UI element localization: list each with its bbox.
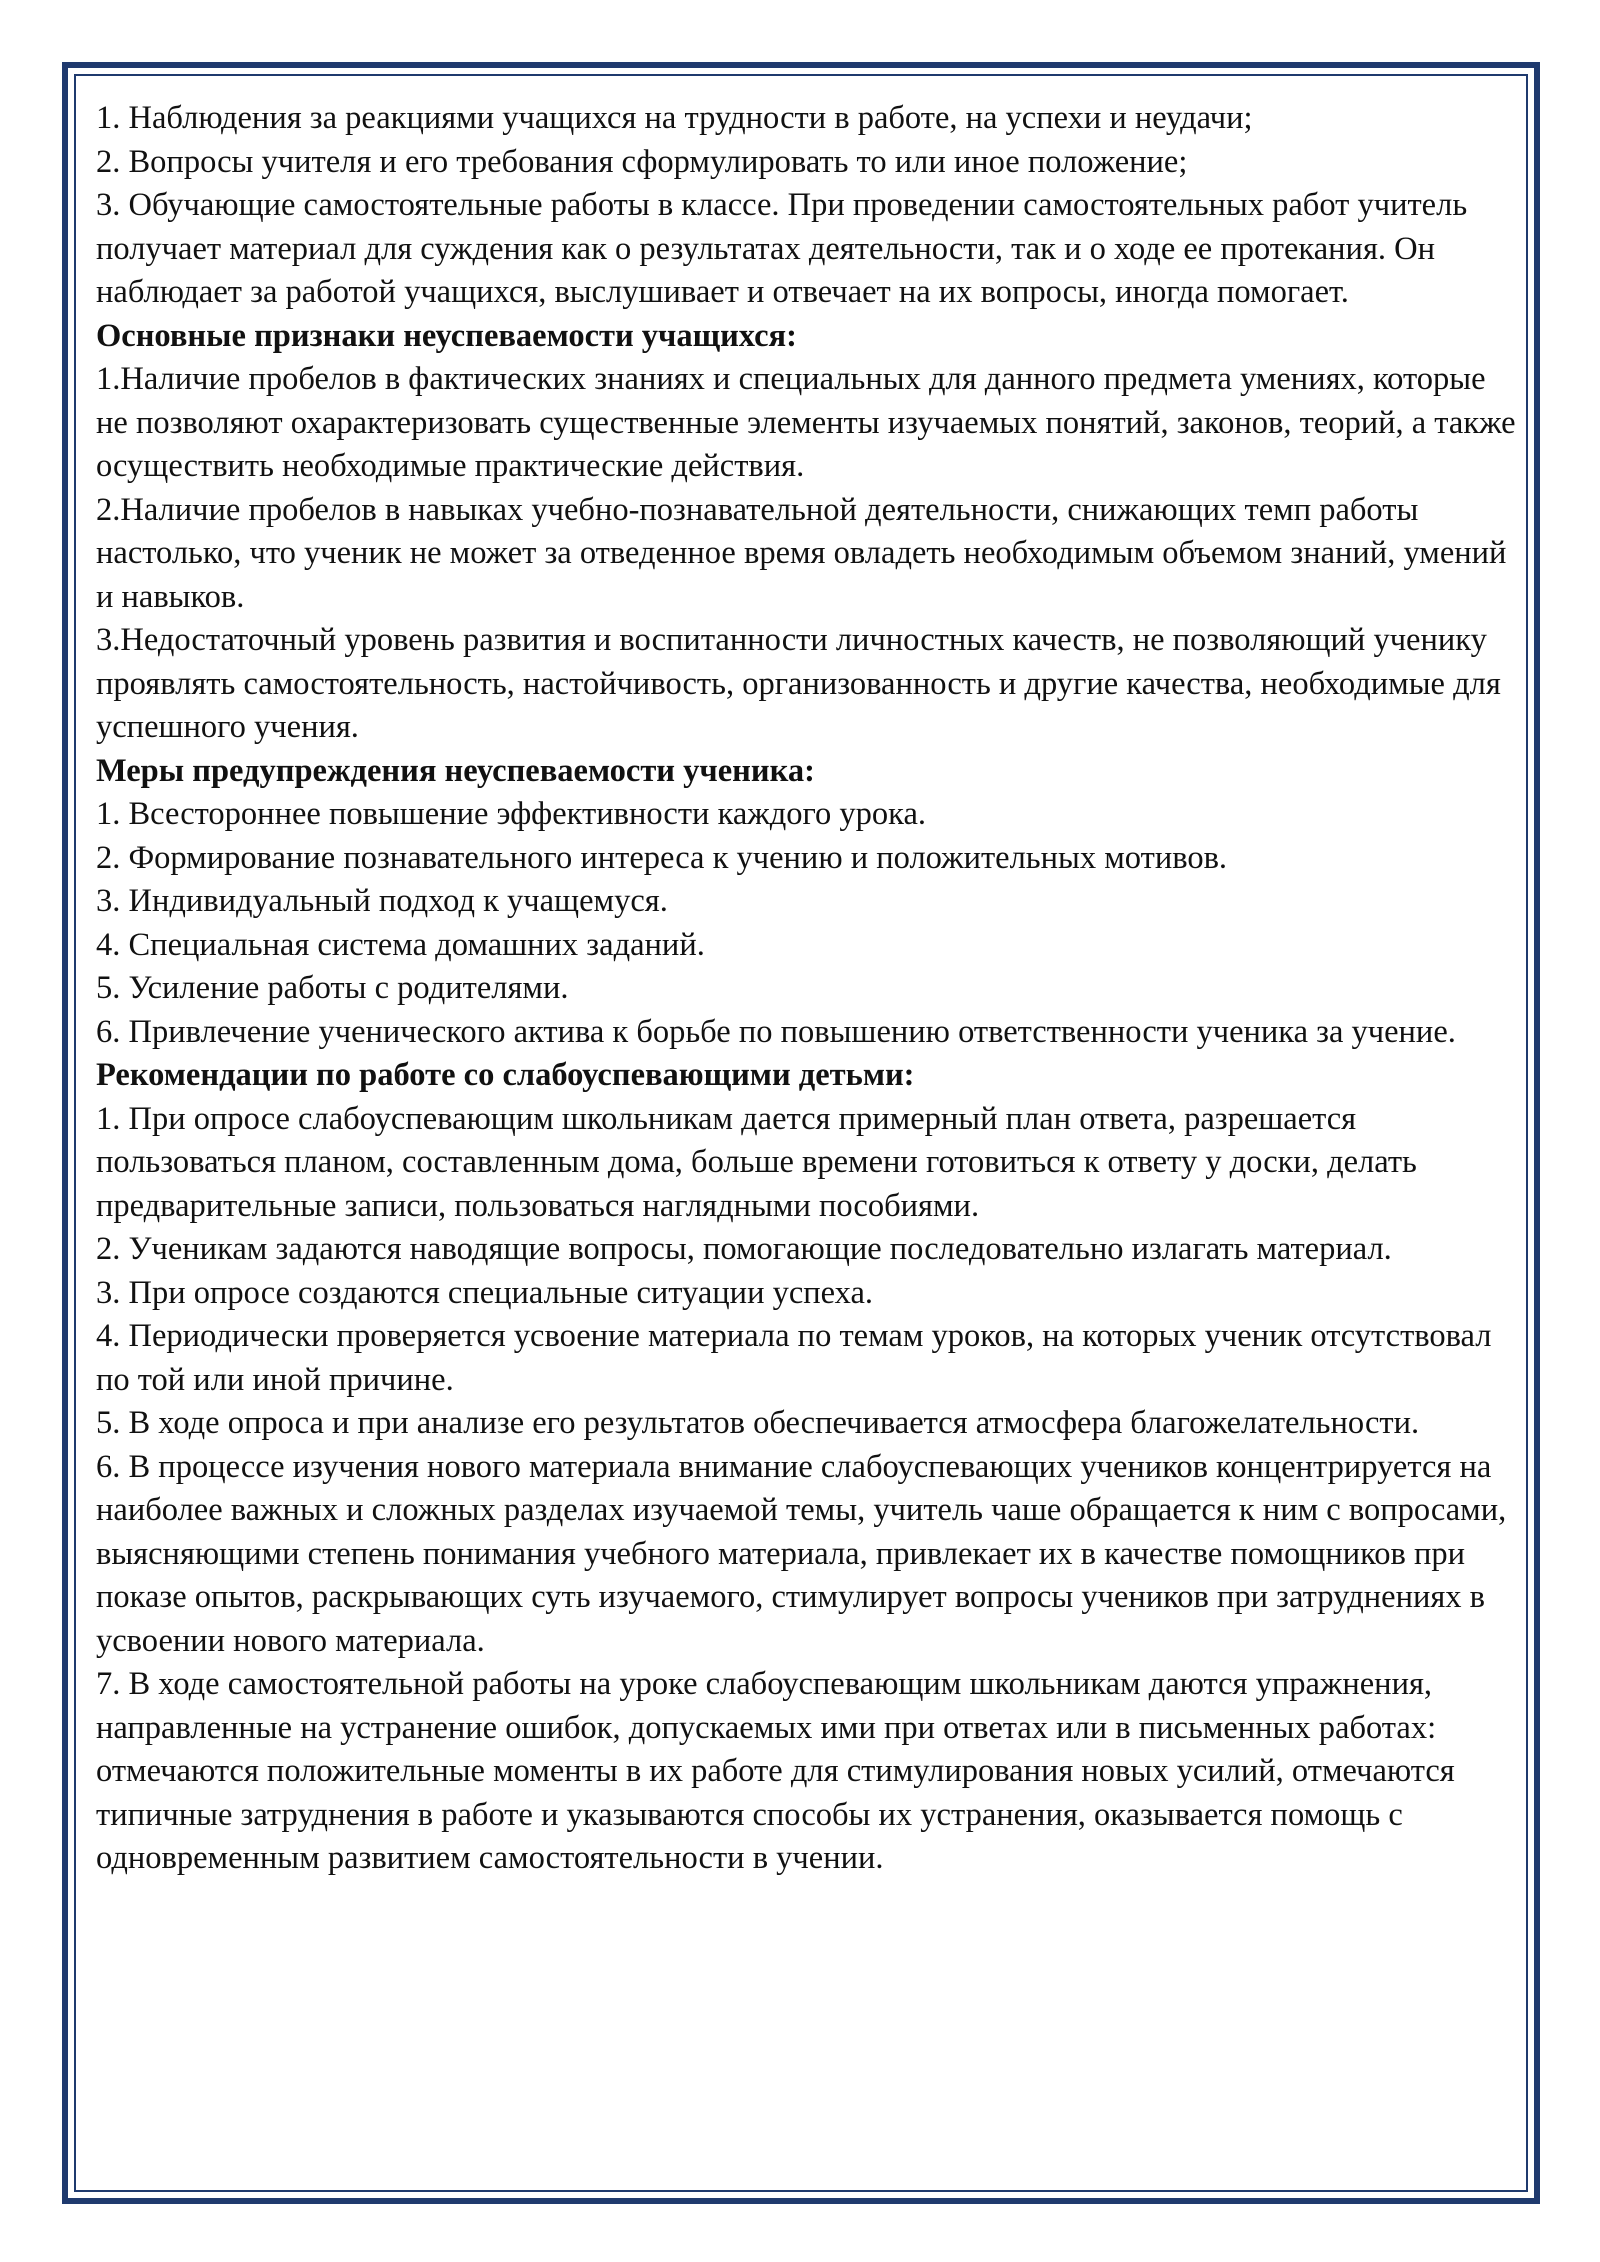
paragraph-sign-personal-qualities: 3.Недостаточный уровень развития и воспитанности личностных качеств, не позволяющий ученику проявлять самостоятельность, настойчивость, организованность и другие качества, необходимые для успешного учения. [96, 622, 1501, 745]
paragraph-measure-interest: 2. Формирование познавательного интереса к учению и положительных мотивов. [96, 839, 1228, 876]
paragraph-measure-lesson-efficiency: 1. Всестороннее повышение эффективности каждого урока. [96, 796, 927, 832]
paragraph-recommendation-goodwill: 5. В ходе опроса и при анализе его результатов обеспечивается атмосфера благожелательности. [96, 1405, 1420, 1441]
heading-prevention-measures: Меры предупреждения неуспеваемости ученика: [96, 752, 815, 789]
heading-recommendations: Рекомендации по работе со слабоуспевающими детьми: [96, 1057, 915, 1093]
paragraph-sign-skill-gaps: 2.Наличие пробелов в навыках учебно-познавательной деятельности, снижающих темп работы настолько, что ученик не может за отведенное время овладеть необходимым объемом знаний, умений и навыков. [96, 491, 1507, 615]
document-body [96, 97, 1516, 1881]
paragraph-recommendation-success-situations: 3. При опросе создаются специальные ситуации успеха. [96, 1274, 874, 1311]
paragraph-recommendation-leading-questions: 2. Ученикам задаются наводящие вопросы, помогающие последовательно излагать материал. [96, 1231, 1392, 1267]
heading-signs-of-underachievement: Основные признаки неуспеваемости учащихся: [96, 317, 797, 354]
paragraph-sign-knowledge-gaps: 1.Наличие пробелов в фактических знаниях и специальных для данного предмета умениях, которые не позволяют охарактеризовать существенные элементы изучаемых понятий, законов, теорий, а также осуществить необходимые практические действия. [96, 361, 1516, 484]
paragraph-measure-individual-approach: 3. Индивидуальный подход к учащемуся. [96, 883, 668, 919]
paragraph-measure-parents: 5. Усиление работы с родителями. [96, 970, 569, 1006]
paragraph-measure-student-activists: 6. Привлечение ученического актива к борьбе по повышению ответственности ученика за учение. [96, 1013, 1456, 1050]
paragraph-recommendation-independent-work: 7. В ходе самостоятельной работы на уроке слабоуспевающим школьникам даются упражнения, направленные на устранение ошибок, допускаемых ими при ответах или в письменных работах: отмечаются положительные моменты в их работе для стимулирования новых усилий, отмечаются типичные затруднения в работе и указываются способы их устранения, оказывается помощь с одновременным развитием самостоятельности в учении. [96, 1666, 1455, 1876]
paragraph-measure-homework: 4. Специальная система домашних заданий. [96, 926, 705, 963]
paragraph-recommendation-new-material: 6. В процессе изучения нового материала внимание слабоуспевающих учеников концентрируется на наиболее важных и сложных разделах изучаемой темы, учитель чаше обращается к ним с вопросами, выясняющими степень понимания учебного материала, привлекает их в качестве помощников при показе опытов, раскрывающих суть изучаемого, стимулирует вопросы учеников при затруднениях в усвоении нового материала. [96, 1448, 1507, 1659]
paragraph-independent-work: 3. Обучающие самостоятельные работы в классе. При проведении самостоятельных работ учитель получает материал для суждения как о результатах деятельности, так и о ходе ее протекания. Он наблюдает за работой учащихся, выслушивает и отвечает на их вопросы, иногда помогает. [96, 187, 1468, 310]
paragraph-observation-reactions: 1. Наблюдения за реакциями учащихся на трудности в работе, на успехи и неудачи; [96, 100, 1253, 136]
paragraph-recommendation-missed-lessons: 4. Периодически проверяется усвоение материала по темам уроков, на которых ученик отсутствовал по той или иной причине. [96, 1318, 1492, 1398]
paragraph-teacher-questions: 2. Вопросы учителя и его требования сформулировать то или иное положение; [96, 143, 1188, 180]
paragraph-recommendation-answer-plan: 1. При опросе слабоуспевающим школьникам дается примерный план ответа, разрешается пользоваться планом, составленным дома, больше времени готовиться к ответу у доски, делать предварительные записи, пользоваться наглядными пособиями. [96, 1100, 1417, 1224]
